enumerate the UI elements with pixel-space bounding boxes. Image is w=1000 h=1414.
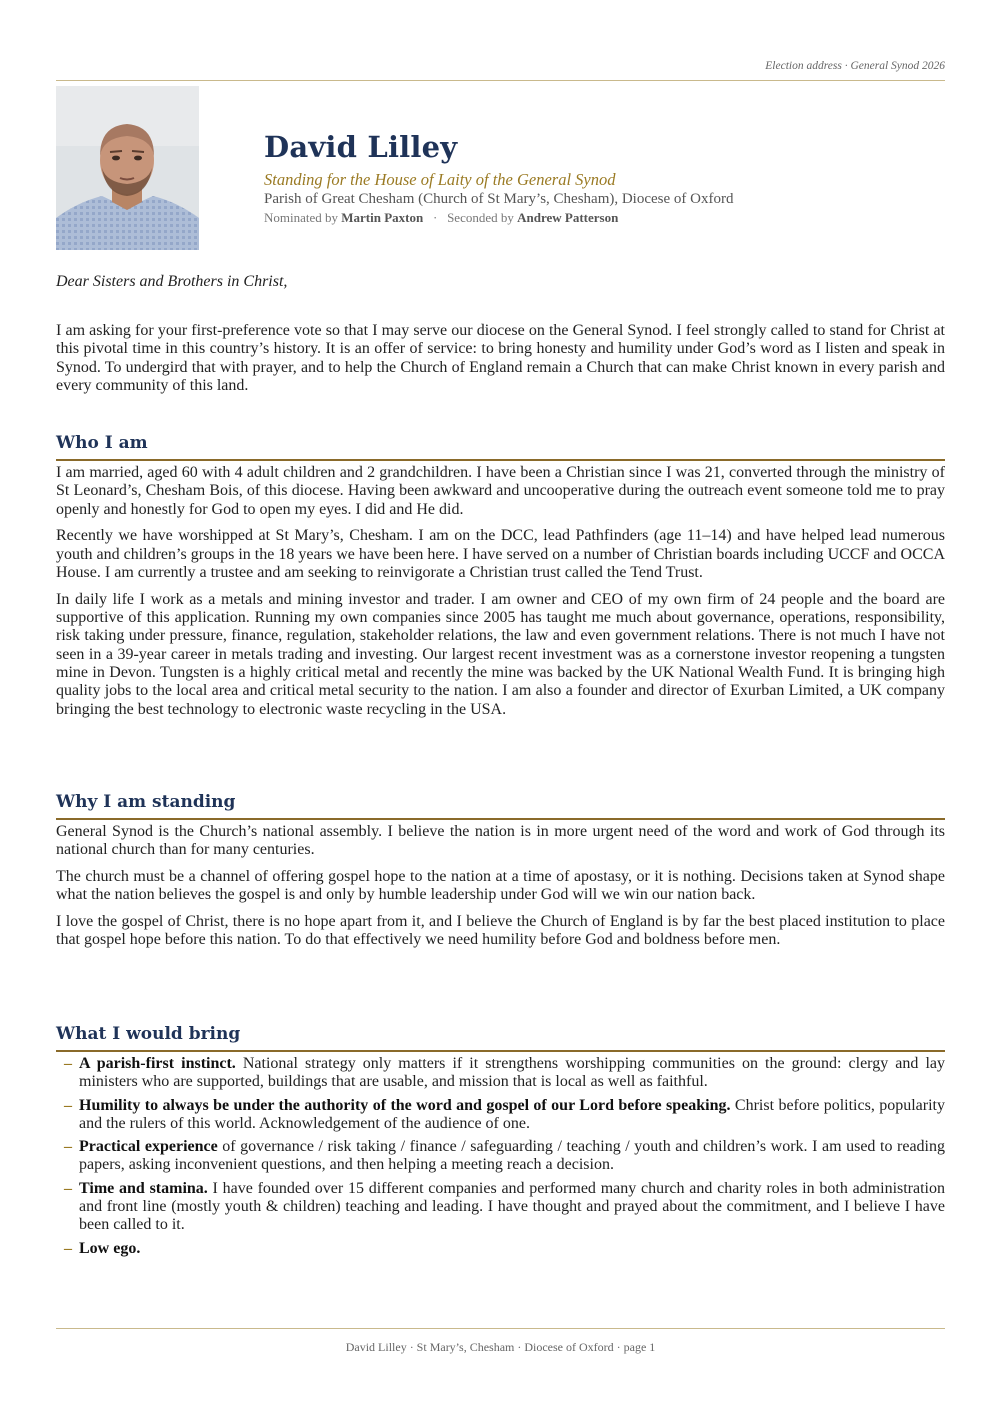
who-paragraph-1: I am married, aged 60 with 4 adult children and 2 grandchildren. I have been a Christian since I was 21, converted through the ministry of St Leonard’s, Chesham Bois, of this diocese. Having been awkward and uncooperative during the outreach event someone told me to pray openly and honestly for God to open my eyes. I did and He did. — [56, 464, 945, 518]
bring-item-text: National strategy only matters if it strengthens worshipping communities on the ground: clergy and lay ministers who are supported, buildings that are usable, and mission that is local as well as faithful. — [79, 1055, 945, 1091]
bring-item-title: Practical experience — [79, 1138, 218, 1156]
section-body-why-i-am-standing — [56, 823, 945, 958]
bullet-dash: – — [64, 1138, 72, 1156]
intro-paragraph: I am asking for your first-preference vote so that I may serve our diocese on the General Synod. I feel strongly called to stand for Christ at this pivotal time in this country’s history. It is an offer of service: to bring honesty and humility under God’s word as I listen and speak in Synod. To undergird that with prayer, and to help the Church of England remain a Church that can make Christ known in every parish and every community of this land. — [56, 322, 945, 394]
section-heading-what-i-would-bring: What I would bring — [56, 1024, 945, 1052]
bring-item-title: Humility to always be under the authority of the word and gospel of our Lord before speaking. — [79, 1096, 731, 1114]
section-heading-who-i-am: Who I am — [56, 433, 945, 461]
bring-item — [56, 1097, 945, 1134]
bring-list — [56, 1055, 945, 1258]
running-header — [56, 60, 945, 81]
bring-item-text: I have founded over 15 different companies and performed many church and charity roles in both administration and front line (mostly youth & children) teaching and leading. I have thought and prayed about the commitment, and I believe I have been called to it. — [79, 1179, 946, 1234]
seconded-label: Seconded by — [447, 210, 514, 225]
nominated-label: Nominated by — [264, 210, 339, 225]
page-footer — [56, 1328, 945, 1355]
why-paragraph-1: General Synod is the Church’s national assembly. I believe the nation is in more urgent need of the word and work of God through its national church than for many centuries. — [56, 823, 945, 859]
bring-item — [56, 1138, 945, 1175]
separator-dot: · — [432, 210, 438, 225]
portrait-image — [56, 86, 199, 250]
bring-item — [56, 1180, 945, 1235]
bullet-dash: – — [64, 1055, 72, 1072]
bullet-dash: – — [64, 1096, 72, 1114]
candidate-standing-for: Standing for the House of Laity of the General Synod — [264, 170, 616, 189]
seconder-name: Andrew Patterson — [517, 210, 619, 225]
who-paragraph-2: Recently we have worshipped at St Mary’s, Chesham. I am on the DCC, lead Pathfinders (age 11–14) and have helped lead numerous youth and children’s groups in the 18 years we have been here. I have served on a number of Christian boards including UCCF and OCCA House. I am currently a trustee and am seeking to reinvigorate a Christian trust called the Tend Trust. — [56, 527, 945, 581]
bullet-dash: – — [64, 1179, 72, 1197]
nominator-name: Martin Paxton — [341, 210, 424, 225]
candidate-parish: Parish of Great Chesham (Church of St Mary’s, Chesham), Diocese of Oxford — [264, 191, 734, 207]
bring-item — [56, 1055, 945, 1092]
why-paragraph-3: I love the gospel of Christ, there is no hope apart from it, and I believe the Church of England is by far the best placed institution to place that gospel hope before this nation. To do that effectively we need humility before God and boldness before men. — [56, 913, 945, 949]
bullet-dash: – — [64, 1239, 72, 1257]
candidate-photo — [56, 86, 199, 250]
bring-item-text: Christ before politics, popularity and the rulers of this world. Acknowledgement of the audience of one. — [79, 1096, 945, 1132]
election-address-page — [56, 0, 945, 1414]
bring-item-title: Low ego. — [79, 1239, 141, 1257]
bring-item-title: Time and stamina. — [79, 1179, 208, 1197]
section-heading-why-i-am-standing: Why I am standing — [56, 792, 945, 820]
section-body-who-i-am — [56, 464, 945, 727]
bring-item-text: of governance / risk taking / finance / safeguarding / teaching / youth and children’s work. I am used to reading papers, asking inconvenient questions, and then helping a meeting reach a decision. — [79, 1138, 945, 1174]
bring-item-title: A parish-first instinct. — [79, 1055, 236, 1072]
why-paragraph-2: The church must be a channel of offering gospel hope to the nation at a time of apostasy, or it is nothing. Decisions taken at Synod shape what the nation believes the gospel is and only by humble leadership under God will we win our nation back. — [56, 868, 945, 904]
who-paragraph-3: In daily life I work as a metals and mining investor and trader. I am owner and CEO of my own firm of 24 people and the board are supportive of this application. Running my own companies since 2005 has taught me much about governance, operations, responsibility, risk taking under pressure, finance, regulation, stakeholder relations, the law and even government relations. There is not much I have not seen in a 39-year career in metals trading and investing. Our largest recent investment was as a cornerstone investor reopening a tungsten mine in Devon. Tungsten is a highly critical metal and recently the mine was backed by the UK National Wealth Fund. It is bringing high quality jobs to the local area and critical metal security to the nation. I am also a founder and director of Exurban Limited, a UK company bringing the best technology to electronic waste recycling in the USA. — [56, 590, 945, 718]
running-title: Election address · General Synod 2026 — [765, 60, 945, 72]
candidate-name: David Lilley — [264, 130, 458, 164]
footer-text: David Lilley · St Mary’s, Chesham · Diocese of Oxford · page 1 — [345, 1340, 656, 1354]
bring-item — [56, 1240, 945, 1258]
section-body-what-i-would-bring — [56, 1055, 945, 1263]
salutation: Dear Sisters and Brothers in Christ, — [56, 273, 288, 290]
nominations-line — [264, 210, 618, 226]
